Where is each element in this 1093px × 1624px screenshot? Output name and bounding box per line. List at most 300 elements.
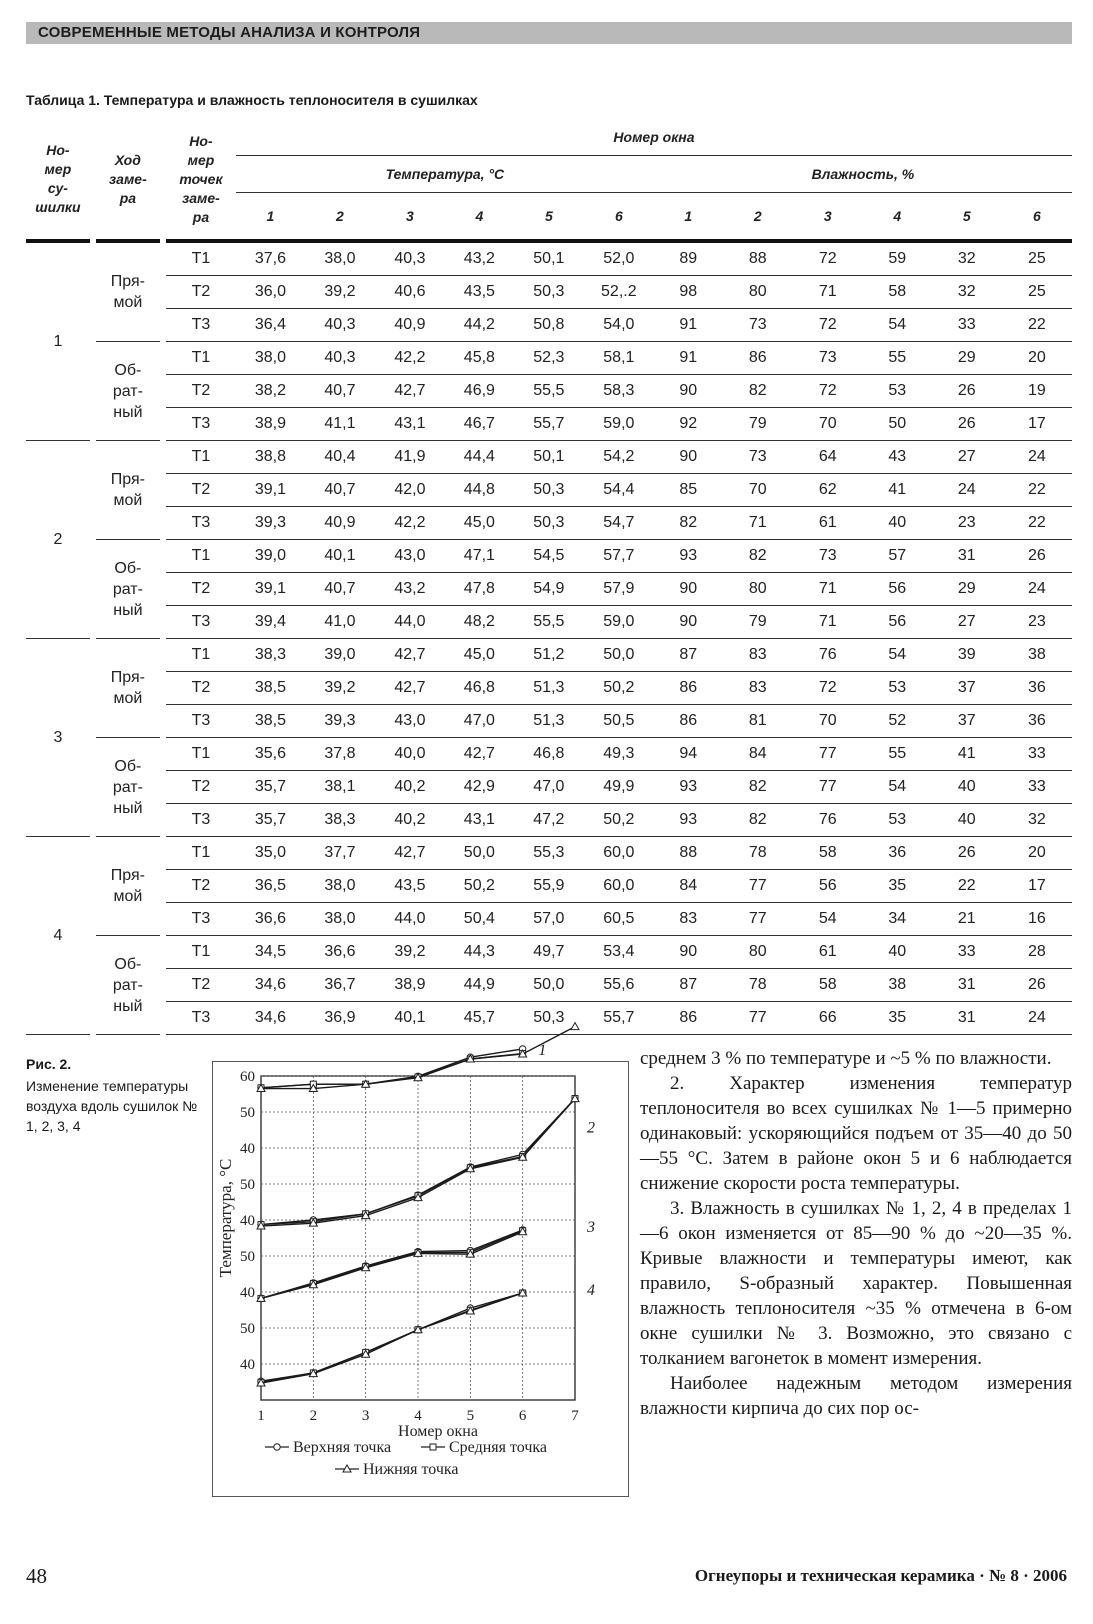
temperature-cell: 44,0 <box>375 606 445 639</box>
table-row <box>26 738 1072 771</box>
humidity-cell: 98 <box>654 276 723 309</box>
temperature-cell: 46,8 <box>445 672 514 705</box>
humidity-cell: 29 <box>932 342 1002 375</box>
temperature-cell: 42,7 <box>375 672 445 705</box>
temperature-cell: 35,0 <box>236 837 305 870</box>
temperature-cell: 40,3 <box>305 309 375 342</box>
humidity-cell: 58 <box>863 276 932 309</box>
temperature-cell: 57,7 <box>584 540 654 573</box>
temperature-cell: 60,0 <box>584 870 654 903</box>
curve-label: 4 <box>587 1282 595 1299</box>
temperature-cell: 57,9 <box>584 573 654 606</box>
window-number-temperature-2: 2 <box>305 193 375 243</box>
humidity-cell: 36 <box>1002 705 1072 738</box>
y-tick-label: 40 <box>240 1141 255 1157</box>
humidity-cell: 25 <box>1002 276 1072 309</box>
data-table <box>26 119 1072 1035</box>
humidity-cell: 22 <box>1002 507 1072 540</box>
humidity-cell: 58 <box>793 969 863 1002</box>
humidity-cell: 78 <box>723 837 793 870</box>
table-row <box>26 771 1072 804</box>
humidity-cell: 41 <box>932 738 1002 771</box>
temperature-cell: 38,3 <box>305 804 375 837</box>
temperature-cell: 38,9 <box>375 969 445 1002</box>
direction-label: Об- рат- ный <box>96 936 160 1035</box>
temperature-cell: 39,0 <box>305 639 375 672</box>
temperature-cell: 38,1 <box>305 771 375 804</box>
humidity-cell: 26 <box>932 837 1002 870</box>
temperature-cell: 53,4 <box>584 936 654 969</box>
temperature-cell: 49,9 <box>584 771 654 804</box>
humidity-cell: 22 <box>1002 309 1072 342</box>
humidity-cell: 40 <box>863 936 932 969</box>
temperature-cell: 52,3 <box>514 342 584 375</box>
temperature-cell: 44,8 <box>445 474 514 507</box>
table-row <box>26 342 1072 375</box>
table-row <box>26 903 1072 936</box>
humidity-cell: 41 <box>863 474 932 507</box>
humidity-cell: 83 <box>654 903 723 936</box>
humidity-cell: 39 <box>932 639 1002 672</box>
temperature-cell: 49,7 <box>514 936 584 969</box>
point-label: Т2 <box>166 672 236 705</box>
temperature-cell: 37,8 <box>305 738 375 771</box>
humidity-cell: 80 <box>723 936 793 969</box>
humidity-cell: 32 <box>932 243 1002 276</box>
point-label: Т3 <box>166 606 236 639</box>
x-axis-label: Номер окна <box>398 1423 478 1440</box>
humidity-cell: 82 <box>723 540 793 573</box>
table-body <box>26 243 1072 1035</box>
humidity-cell: 71 <box>723 507 793 540</box>
temperature-cell: 36,4 <box>236 309 305 342</box>
section-header-bar <box>26 22 1072 44</box>
figure-label: Рис. 2. <box>26 1056 72 1072</box>
humidity-cell: 80 <box>723 573 793 606</box>
humidity-cell: 86 <box>654 1002 723 1035</box>
temperature-cell: 38,0 <box>236 342 305 375</box>
journal-name: Огнеупоры и техническая керамика · № 8 · 2006 <box>694 1566 1067 1585</box>
point-label: Т1 <box>166 441 236 474</box>
x-tick-label: 7 <box>571 1408 579 1424</box>
point-label: Т1 <box>166 837 236 870</box>
window-number-temperature-5: 5 <box>514 193 584 243</box>
direction-label: Пря- мой <box>96 837 160 936</box>
table-row <box>26 639 1072 672</box>
temperature-cell: 50,2 <box>584 804 654 837</box>
section-title: СОВРЕМЕННЫЕ МЕТОДЫ АНАЛИЗА И КОНТРОЛЯ <box>38 24 421 41</box>
humidity-cell: 56 <box>863 606 932 639</box>
temperature-cell: 51,2 <box>514 639 584 672</box>
humidity-cell: 73 <box>723 441 793 474</box>
temperature-cell: 46,8 <box>514 738 584 771</box>
point-label: Т3 <box>166 705 236 738</box>
temperature-cell: 38,9 <box>236 408 305 441</box>
series-line-middle <box>261 1054 523 1088</box>
humidity-cell: 20 <box>1002 837 1072 870</box>
x-tick-label: 3 <box>361 1408 370 1424</box>
humidity-cell: 57 <box>863 540 932 573</box>
temperature-cell: 38,5 <box>236 705 305 738</box>
humidity-cell: 33 <box>1002 771 1072 804</box>
humidity-cell: 72 <box>793 375 863 408</box>
window-number-humidity-4: 4 <box>863 193 932 243</box>
temperature-cell: 60,0 <box>584 837 654 870</box>
humidity-cell: 34 <box>863 903 932 936</box>
humidity-cell: 35 <box>863 1002 932 1035</box>
temperature-cell: 54,7 <box>584 507 654 540</box>
table-row <box>26 969 1072 1002</box>
header-direction: Ход заме- ра <box>96 119 160 243</box>
temperature-cell: 36,0 <box>236 276 305 309</box>
humidity-cell: 90 <box>654 936 723 969</box>
direction-label: Пря- мой <box>96 441 160 540</box>
humidity-cell: 70 <box>723 474 793 507</box>
temperature-cell: 40,4 <box>305 441 375 474</box>
humidity-cell: 32 <box>932 276 1002 309</box>
humidity-cell: 36 <box>863 837 932 870</box>
legend-label: Верхняя точка <box>293 1439 392 1456</box>
humidity-cell: 70 <box>793 705 863 738</box>
humidity-cell: 37 <box>932 672 1002 705</box>
temperature-cell: 37,7 <box>305 837 375 870</box>
table-row <box>26 375 1072 408</box>
direction-label: Об- рат- ный <box>96 540 160 639</box>
temperature-cell: 36,7 <box>305 969 375 1002</box>
humidity-cell: 59 <box>863 243 932 276</box>
temperature-cell: 39,2 <box>305 672 375 705</box>
humidity-cell: 58 <box>793 837 863 870</box>
y-tick-label: 50 <box>240 1321 255 1337</box>
temperature-cell: 55,9 <box>514 870 584 903</box>
humidity-cell: 72 <box>793 309 863 342</box>
point-label: Т1 <box>166 342 236 375</box>
humidity-cell: 16 <box>1002 903 1072 936</box>
humidity-cell: 25 <box>1002 243 1072 276</box>
x-tick-label: 5 <box>466 1408 475 1424</box>
humidity-cell: 86 <box>723 342 793 375</box>
temperature-cell: 36,6 <box>236 903 305 936</box>
temperature-cell: 40,3 <box>305 342 375 375</box>
direction-label: Пря- мой <box>96 243 160 342</box>
humidity-cell: 82 <box>654 507 723 540</box>
body-paragraph-1: среднем 3 % по температуре и ~5 % по влажности. <box>640 1048 1052 1069</box>
temperature-cell: 39,4 <box>236 606 305 639</box>
y-axis-label: Температура, °C <box>216 1158 235 1278</box>
temperature-cell: 42,7 <box>375 375 445 408</box>
temperature-cell: 60,5 <box>584 903 654 936</box>
humidity-cell: 43 <box>863 441 932 474</box>
temperature-cell: 50,3 <box>514 1002 584 1035</box>
temperature-cell: 36,6 <box>305 936 375 969</box>
humidity-cell: 64 <box>793 441 863 474</box>
humidity-cell: 73 <box>723 309 793 342</box>
temperature-cell: 40,9 <box>375 309 445 342</box>
table-row <box>26 441 1072 474</box>
temperature-cell: 42,0 <box>375 474 445 507</box>
temperature-cell: 39,1 <box>236 474 305 507</box>
humidity-cell: 90 <box>654 441 723 474</box>
page-number: 48 <box>26 1564 47 1588</box>
table-row <box>26 573 1072 606</box>
series-line-upper <box>261 1049 523 1088</box>
marker-square <box>430 1444 436 1450</box>
temperature-cell: 54,9 <box>514 573 584 606</box>
temperature-cell: 54,5 <box>514 540 584 573</box>
temperature-cell: 35,7 <box>236 771 305 804</box>
curve-label: 2 <box>587 1119 595 1137</box>
humidity-cell: 26 <box>1002 969 1072 1002</box>
temperature-cell: 50,1 <box>514 441 584 474</box>
humidity-cell: 36 <box>1002 672 1072 705</box>
temperature-cell: 46,9 <box>445 375 514 408</box>
temperature-cell: 43,1 <box>445 804 514 837</box>
humidity-cell: 76 <box>793 639 863 672</box>
temperature-cell: 40,7 <box>305 375 375 408</box>
humidity-cell: 73 <box>793 342 863 375</box>
header-dryer: Но- мер су- шилки <box>26 119 90 243</box>
curve-label: 1 <box>538 1041 547 1059</box>
humidity-cell: 38 <box>863 969 932 1002</box>
curve-group-4 <box>257 1282 595 1386</box>
legend-label: Средняя точка <box>449 1439 548 1456</box>
body-paragraph-2: 2. Характер изменения температур теплоносителя во всех сушилках № 1—5 примерно одинаковый: ускоряющийся подъем от 35—40 до 50—55 °C. Затем в районе окон 5 и 6 наблюдается снижение скорости роста температуры. <box>640 1073 1072 1194</box>
temperature-cell: 51,3 <box>514 672 584 705</box>
humidity-cell: 72 <box>793 243 863 276</box>
point-label: Т3 <box>166 804 236 837</box>
table-row <box>26 309 1072 342</box>
temperature-cell: 48,2 <box>445 606 514 639</box>
humidity-cell: 31 <box>932 540 1002 573</box>
temperature-cell: 43,2 <box>375 573 445 606</box>
humidity-cell: 17 <box>1002 408 1072 441</box>
humidity-cell: 90 <box>654 606 723 639</box>
humidity-cell: 54 <box>863 309 932 342</box>
humidity-cell: 77 <box>793 771 863 804</box>
humidity-cell: 23 <box>932 507 1002 540</box>
temperature-cell: 55,5 <box>514 375 584 408</box>
temperature-cell: 57,0 <box>514 903 584 936</box>
dryer-number: 4 <box>26 837 90 1035</box>
grid-lines <box>261 1076 575 1400</box>
temperature-cell: 54,0 <box>584 309 654 342</box>
temperature-cell: 40,1 <box>375 1002 445 1035</box>
point-label: Т2 <box>166 771 236 804</box>
window-number-humidity-6: 6 <box>1002 193 1072 243</box>
humidity-cell: 76 <box>793 804 863 837</box>
header-window: Номер окна <box>236 119 1072 156</box>
temperature-chart <box>213 1041 628 1496</box>
humidity-cell: 87 <box>654 639 723 672</box>
table-row <box>26 276 1072 309</box>
temperature-cell: 34,6 <box>236 1002 305 1035</box>
header-humidity: Влажность, % <box>654 156 1072 193</box>
point-label: Т1 <box>166 738 236 771</box>
humidity-cell: 81 <box>723 705 793 738</box>
temperature-cell: 42,7 <box>445 738 514 771</box>
humidity-cell: 77 <box>793 738 863 771</box>
temperature-cell: 40,2 <box>375 804 445 837</box>
humidity-cell: 77 <box>723 870 793 903</box>
humidity-cell: 24 <box>1002 573 1072 606</box>
header-point: Но- мер точек заме- ра <box>166 119 236 243</box>
humidity-cell: 82 <box>723 771 793 804</box>
humidity-cell: 87 <box>654 969 723 1002</box>
temperature-cell: 43,1 <box>375 408 445 441</box>
temperature-cell: 40,2 <box>375 771 445 804</box>
humidity-cell: 77 <box>723 903 793 936</box>
temperature-cell: 41,0 <box>305 606 375 639</box>
temperature-cell: 36,5 <box>236 870 305 903</box>
temperature-cell: 39,0 <box>236 540 305 573</box>
temperature-cell: 42,7 <box>375 837 445 870</box>
temperature-cell: 50,3 <box>514 507 584 540</box>
temperature-cell: 47,1 <box>445 540 514 573</box>
temperature-cell: 44,0 <box>375 903 445 936</box>
table-row <box>26 507 1072 540</box>
curve-group-2 <box>257 1095 595 1229</box>
temperature-cell: 39,3 <box>305 705 375 738</box>
humidity-cell: 79 <box>723 606 793 639</box>
humidity-cell: 40 <box>863 507 932 540</box>
humidity-cell: 24 <box>1002 1002 1072 1035</box>
humidity-cell: 22 <box>932 870 1002 903</box>
point-label: Т1 <box>166 639 236 672</box>
temperature-cell: 55,6 <box>584 969 654 1002</box>
humidity-cell: 73 <box>793 540 863 573</box>
body-paragraph-3: 3. Влажность в сушилках № 1, 2, 4 в пределах 1—6 окон изменяется от 85—90 % до ~20—35 %. Кривые влажности и температуры имеют, как правило, S-образный характер. Повышенная влажность теплоносителя ~35 % отмечена в 6-ом окне сушилки № 3. Возможно, это связано с толканием вагонеток в момент измерения. <box>640 1198 1072 1369</box>
figure-frame <box>212 1041 629 1497</box>
humidity-cell: 27 <box>932 441 1002 474</box>
humidity-cell: 37 <box>932 705 1002 738</box>
temperature-cell: 41,9 <box>375 441 445 474</box>
humidity-cell: 61 <box>793 936 863 969</box>
point-label: Т2 <box>166 870 236 903</box>
temperature-cell: 44,4 <box>445 441 514 474</box>
y-tick-label: 50 <box>240 1249 255 1265</box>
temperature-cell: 50,3 <box>514 276 584 309</box>
temperature-cell: 50,0 <box>445 837 514 870</box>
humidity-cell: 91 <box>654 309 723 342</box>
humidity-cell: 86 <box>654 705 723 738</box>
temperature-cell: 45,8 <box>445 342 514 375</box>
table-row <box>26 705 1072 738</box>
y-tick-label: 40 <box>240 1357 255 1373</box>
temperature-cell: 55,7 <box>584 1002 654 1035</box>
temperature-cell: 59,0 <box>584 606 654 639</box>
window-number-temperature-1: 1 <box>236 193 305 243</box>
temperature-cell: 40,9 <box>305 507 375 540</box>
x-tick-label: 6 <box>518 1408 527 1424</box>
temperature-cell: 41,1 <box>305 408 375 441</box>
temperature-cell: 54,4 <box>584 474 654 507</box>
humidity-cell: 26 <box>932 408 1002 441</box>
point-label: Т3 <box>166 408 236 441</box>
humidity-cell: 54 <box>793 903 863 936</box>
temperature-cell: 39,2 <box>305 276 375 309</box>
humidity-cell: 61 <box>793 507 863 540</box>
humidity-cell: 93 <box>654 540 723 573</box>
humidity-cell: 28 <box>1002 936 1072 969</box>
series-line-lower <box>261 1293 523 1383</box>
table-row <box>26 870 1072 903</box>
humidity-cell: 55 <box>863 738 932 771</box>
temperature-cell: 50,0 <box>514 969 584 1002</box>
window-number-temperature-4: 4 <box>445 193 514 243</box>
temperature-cell: 47,8 <box>445 573 514 606</box>
humidity-cell: 24 <box>932 474 1002 507</box>
humidity-cell: 90 <box>654 375 723 408</box>
humidity-cell: 50 <box>863 408 932 441</box>
temperature-cell: 50,0 <box>584 639 654 672</box>
temperature-cell: 55,5 <box>514 606 584 639</box>
temperature-cell: 50,3 <box>514 474 584 507</box>
body-paragraph-4: Наиболее надежным методом измерения влажности кирпича до сих пор ос- <box>640 1373 1072 1419</box>
temperature-cell: 34,5 <box>236 936 305 969</box>
humidity-cell: 31 <box>932 1002 1002 1035</box>
humidity-cell: 33 <box>932 309 1002 342</box>
table-row <box>26 837 1072 870</box>
window-number-humidity-2: 2 <box>723 193 793 243</box>
humidity-cell: 70 <box>793 408 863 441</box>
temperature-cell: 39,1 <box>236 573 305 606</box>
humidity-cell: 54 <box>863 771 932 804</box>
header-temperature: Температура, °C <box>236 156 654 193</box>
temperature-cell: 42,7 <box>375 639 445 672</box>
humidity-cell: 35 <box>863 870 932 903</box>
humidity-cell: 27 <box>932 606 1002 639</box>
table-row <box>26 804 1072 837</box>
humidity-cell: 23 <box>1002 606 1072 639</box>
point-label: Т1 <box>166 936 236 969</box>
temperature-cell: 59,0 <box>584 408 654 441</box>
temperature-cell: 44,3 <box>445 936 514 969</box>
y-tick-label: 50 <box>240 1105 255 1121</box>
y-tick-label: 60 <box>240 1069 255 1085</box>
temperature-cell: 44,2 <box>445 309 514 342</box>
point-label: Т2 <box>166 276 236 309</box>
x-tick-label: 4 <box>414 1408 422 1424</box>
temperature-cell: 42,2 <box>375 342 445 375</box>
series-line-lower <box>261 1232 523 1299</box>
y-tick-label: 50 <box>240 1177 255 1193</box>
temperature-cell: 34,6 <box>236 969 305 1002</box>
temperature-cell: 45,0 <box>445 507 514 540</box>
curve-group-3 <box>257 1219 595 1302</box>
temperature-cell: 51,3 <box>514 705 584 738</box>
window-number-temperature-6: 6 <box>584 193 654 243</box>
point-label: Т3 <box>166 507 236 540</box>
humidity-cell: 71 <box>793 606 863 639</box>
temperature-cell: 38,0 <box>305 903 375 936</box>
temperature-cell: 50,2 <box>445 870 514 903</box>
humidity-cell: 62 <box>793 474 863 507</box>
table-row <box>26 1002 1072 1035</box>
table-row <box>26 408 1072 441</box>
window-number-temperature-3: 3 <box>375 193 445 243</box>
humidity-cell: 72 <box>793 672 863 705</box>
humidity-cell: 93 <box>654 771 723 804</box>
point-label: Т2 <box>166 375 236 408</box>
table-row <box>26 243 1072 276</box>
temperature-cell: 43,5 <box>445 276 514 309</box>
window-number-humidity-3: 3 <box>793 193 863 243</box>
humidity-cell: 19 <box>1002 375 1072 408</box>
legend-label: Нижняя точка <box>363 1461 459 1478</box>
curve-label: 3 <box>587 1219 595 1236</box>
humidity-cell: 84 <box>723 738 793 771</box>
humidity-cell: 92 <box>654 408 723 441</box>
